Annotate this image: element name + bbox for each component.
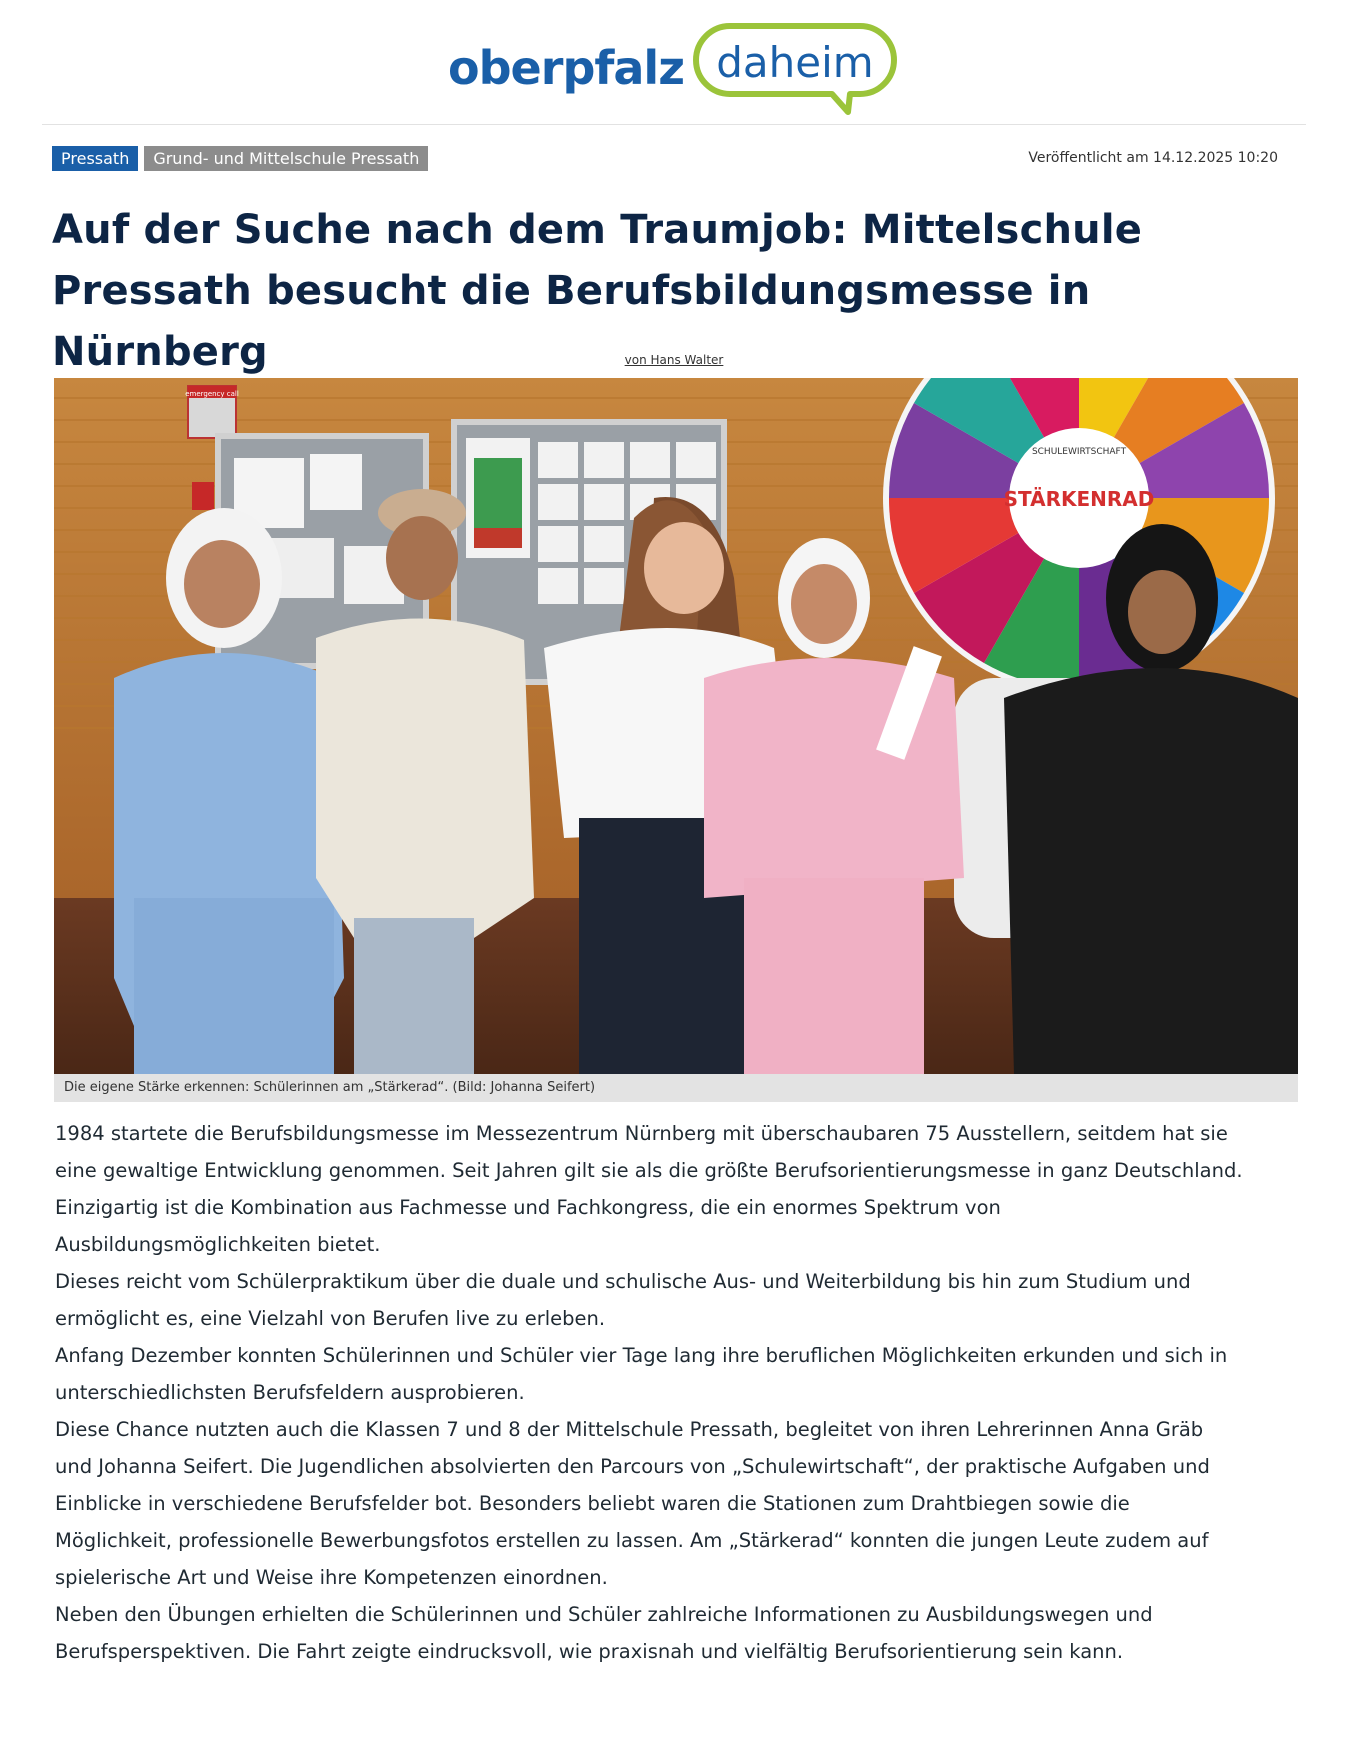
wheel-top-label: SCHULEWIRTSCHAFT [1031, 447, 1127, 457]
photo-caption: Die eigene Stärke erkennen: Schülerinnen am „Stärkerad“. (Bild: Johanna Seifert) [54, 1074, 1298, 1102]
body-line: Diese Chance nutzten auch die Klassen 7 und 8 der Mittelschule Pressath, begleitet von ihren Lehrerinnen Anna Gräb [55, 1418, 1204, 1441]
logo-speech-bubble [690, 20, 900, 116]
body-line: Berufsperspektiven. Die Fahrt zeigte eindrucksvoll, wie praxisnah und vielfältig Berufsorientierung sein kann. [55, 1640, 1124, 1663]
body-line: Dieses reicht vom Schülerpraktikum über die duale und schulische Aus- und Weiterbildung bis hin zum Studium und [55, 1270, 1191, 1293]
article-body [55, 1115, 1305, 1670]
body-line: Anfang Dezember konnten Schülerinnen und Schüler vier Tage lang ihre beruflichen Möglichkeiten erkunden und sich in [55, 1344, 1228, 1367]
headline-line-2: Pressath besucht die Berufsbildungsmesse in Nürnberg [52, 268, 1091, 375]
body-line: eine gewaltige Entwicklung genommen. Seit Jahren gilt sie als die größte Berufsorientierungsmesse in ganz Deutschland. [55, 1159, 1243, 1182]
site-logo[interactable] [448, 20, 900, 116]
tag-pressath[interactable]: Pressath [52, 146, 138, 171]
category-tags [52, 146, 428, 171]
header-divider [42, 124, 1306, 125]
body-line: spielerische Art und Weise ihre Kompetenzen einordnen. [55, 1566, 608, 1589]
logo-text-daheim: daheim [716, 38, 874, 87]
body-line: Einzigartig ist die Kombination aus Fachmesse und Fachkongress, die ein enormes Spektrum von [55, 1196, 1001, 1219]
article-photo[interactable] [54, 378, 1298, 1074]
tag-school[interactable]: Grund- und Mittelschule Pressath [144, 146, 428, 171]
body-line: Ausbildungsmöglichkeiten bietet. [55, 1233, 381, 1256]
body-line: ermöglicht es, eine Vielzahl von Berufen live zu erleben. [55, 1307, 606, 1330]
site-header [0, 18, 1348, 118]
emergency-sign-label: emergency call [185, 390, 239, 398]
body-line: 1984 startete die Berufsbildungsmesse im Messezentrum Nürnberg mit überschaubaren 75 Ausstellern, seitdem hat sie [55, 1122, 1228, 1145]
body-line: Neben den Übungen erhielten die Schülerinnen und Schüler zahlreiche Informationen zu Ausbildungswegen und [55, 1603, 1153, 1626]
headline-line-1: Auf der Suche nach dem Traumjob: Mittelschule [52, 207, 1143, 253]
published-date: Veröffentlicht am 14.12.2025 10:20 [1028, 150, 1278, 166]
body-line: Möglichkeit, professionelle Bewerbungsfotos erstellen zu lassen. Am „Stärkerad“ konnten die jungen Leute zudem auf [55, 1529, 1209, 1552]
body-line: unterschiedlichsten Berufsfeldern ausprobieren. [55, 1381, 525, 1404]
wheel-center-label: STÄRKENRAD [1003, 487, 1155, 511]
logo-text-oberpfalz: oberpfalz [448, 41, 684, 95]
body-line: Einblicke in verschiedene Berufsfelder bot. Besonders beliebt waren die Stationen zum Drahtbiegen sowie die [55, 1492, 1130, 1515]
author-byline[interactable]: von Hans Walter [624, 353, 724, 367]
body-line: und Johanna Seifert. Die Jugendlichen absolvierten den Parcours von „Schulewirtschaft“, der praktische Aufgaben und [55, 1455, 1210, 1478]
